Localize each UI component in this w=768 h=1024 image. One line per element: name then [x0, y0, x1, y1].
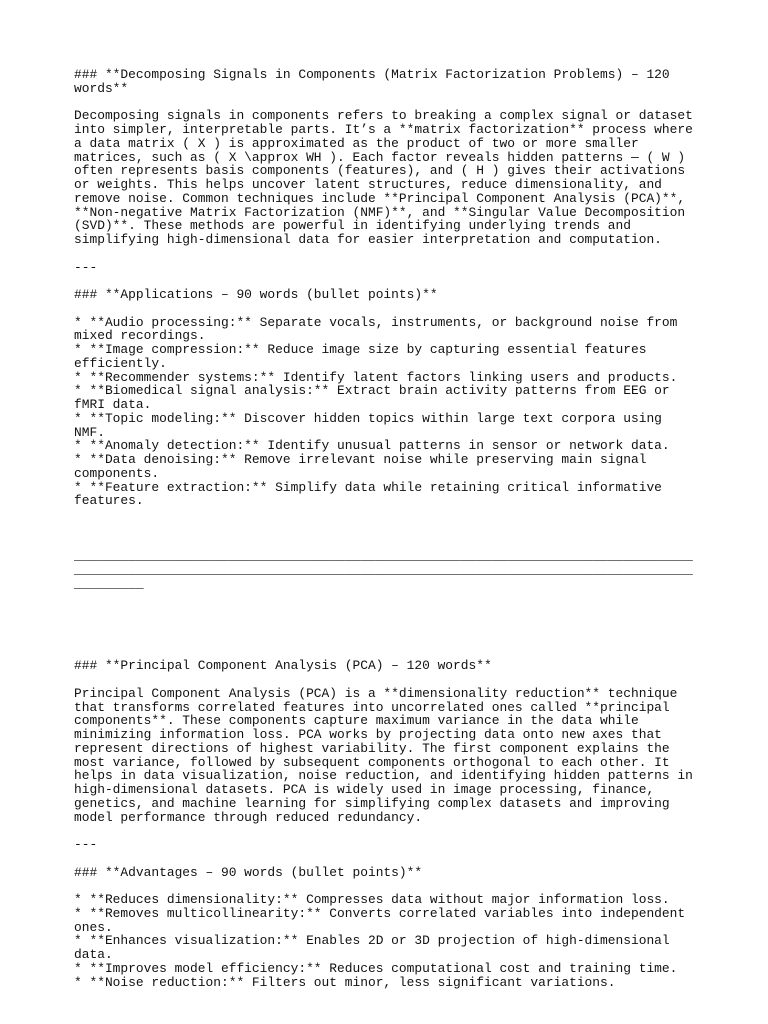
text-line: represent directions of highest variability. The first component explains the [74, 740, 670, 756]
section-heading: ### **Advantages – 90 words (bullet points)** [74, 864, 423, 880]
blank-line [74, 632, 698, 646]
text-line: high-dimensional datasets. PCA is widely used in image processing, finance, [74, 782, 655, 797]
text-line: **Non-negative Matrix Factorization (NMF)**, and **Singular Value Decomposition [74, 204, 686, 220]
bullet-item: * **Enhances visualization:** Enables 2D or 3D projection of high-dimensional [74, 933, 670, 949]
blank-line [74, 618, 698, 632]
blank-line [74, 536, 698, 550]
text-line: Principal Component Analysis (PCA) is a **dimensionality reduction** technique [74, 685, 678, 701]
text-line: remove noise. Common techniques include **Principal Component Analysis (PCA)**, [74, 190, 686, 206]
section-pca [74, 659, 698, 989]
text-line: helps in data visualization, noise reduction, and identifying hidden patterns in [74, 768, 693, 784]
blank-line [74, 604, 698, 618]
underline-separator: ________________________________________________________________________________ [74, 548, 693, 564]
text-line: model performance through reduced redundancy. [74, 809, 423, 825]
text-line: NMF. [74, 424, 105, 440]
text-line: most variance, followed by subsequent components orthogonal to each other. It [74, 754, 670, 770]
blank-line [74, 646, 698, 660]
text-line: genetics, and machine learning for simplifying complex datasets and improving [74, 795, 670, 811]
text-line: a data matrix ( X ) is approximated as the product of two or more smaller [74, 135, 639, 151]
bullet-item: * **Biomedical signal analysis:** Extract brain activity patterns from EEG or [74, 383, 670, 399]
markdown-rule: --- [74, 837, 98, 852]
text-line: or weights. This helps uncover latent structures, reduce dimensionality, and [74, 177, 662, 192]
blank-line [74, 274, 698, 288]
section-heading: ### **Principal Component Analysis (PCA) – 120 words** [74, 658, 492, 674]
bullet-item: * **Image compression:** Reduce image size by capturing essential features [74, 342, 647, 357]
blank-line [74, 302, 698, 316]
bullet-item: * **Anomaly detection:** Identify unusual patterns in sensor or network data. [74, 438, 670, 454]
text-line: matrices, such as ( X \approx WH ). Each factor reveals hidden patterns — ( W ) [74, 149, 686, 165]
text-line: words** [74, 80, 129, 96]
document-page [74, 68, 698, 989]
text-line: simplifying high-dimensional data for easier interpretation and computation. [74, 232, 662, 247]
bullet-item: * **Removes multicollinearity:** Converts correlated variables into independent [74, 905, 686, 921]
blank-line [74, 879, 698, 893]
text-line: efficiently. [74, 355, 167, 371]
text-line: minimizing information loss. PCA works by projecting data onto new axes that [74, 727, 662, 742]
blank-line [74, 96, 698, 110]
text-line: that transforms correlated features into uncorrelated ones called **principal [74, 699, 670, 715]
text-line: Decomposing signals in components refers to breaking a complex signal or dataset [74, 108, 693, 124]
blank-line [74, 673, 698, 687]
text-line: often represents basis components (features), and ( H ) gives their activations [74, 163, 686, 179]
text-line: components. [74, 465, 160, 481]
bullet-item: * **Reduces dimensionality:** Compresses data without major information loss. [74, 892, 670, 907]
bullet-item: * **Improves model efficiency:** Reduces computational cost and training time. [74, 960, 678, 976]
text-line: features. [74, 493, 144, 509]
text-line: into simpler, interpretable parts. It’s a **matrix factorization** process where [74, 122, 693, 137]
text-line: ones. [74, 919, 113, 935]
bullet-item: * **Data denoising:** Remove irrelevant noise while preserving main signal [74, 452, 647, 467]
blank-line [74, 508, 698, 522]
text-line: data. [74, 947, 113, 962]
text-line: components**. These components capture maximum variance in the data while [74, 713, 639, 729]
section-decomposing [74, 68, 698, 659]
underline-separator: _________ [74, 575, 144, 591]
bullet-item: * **Audio processing:** Separate vocals, instruments, or background noise from [74, 314, 678, 330]
bullet-item: * **Feature extraction:** Simplify data while retaining critical informative [74, 479, 662, 495]
blank-line [74, 522, 698, 536]
text-line: (SVD)**. These methods are powerful in identifying underlying trends and [74, 218, 631, 234]
bullet-item: * **Noise reduction:** Filters out minor, less significant variations. [74, 974, 616, 990]
text-line: fMRI data. [74, 397, 152, 412]
underline-separator: ________________________________________________________________________________ [74, 562, 693, 577]
section-heading: ### **Applications – 90 words (bullet points)** [74, 287, 438, 302]
markdown-rule: --- [74, 259, 98, 275]
bullet-item: * **Topic modeling:** Discover hidden topics within large text corpora using [74, 410, 662, 426]
blank-line [74, 247, 698, 261]
blank-line [74, 591, 698, 605]
text-line: mixed recordings. [74, 328, 206, 344]
blank-line [74, 824, 698, 838]
section-heading: ### **Decomposing Signals in Components (Matrix Factorization Problems) – 120 [74, 67, 670, 82]
bullet-item: * **Recommender systems:** Identify latent factors linking users and products. [74, 369, 678, 385]
blank-line [74, 852, 698, 866]
